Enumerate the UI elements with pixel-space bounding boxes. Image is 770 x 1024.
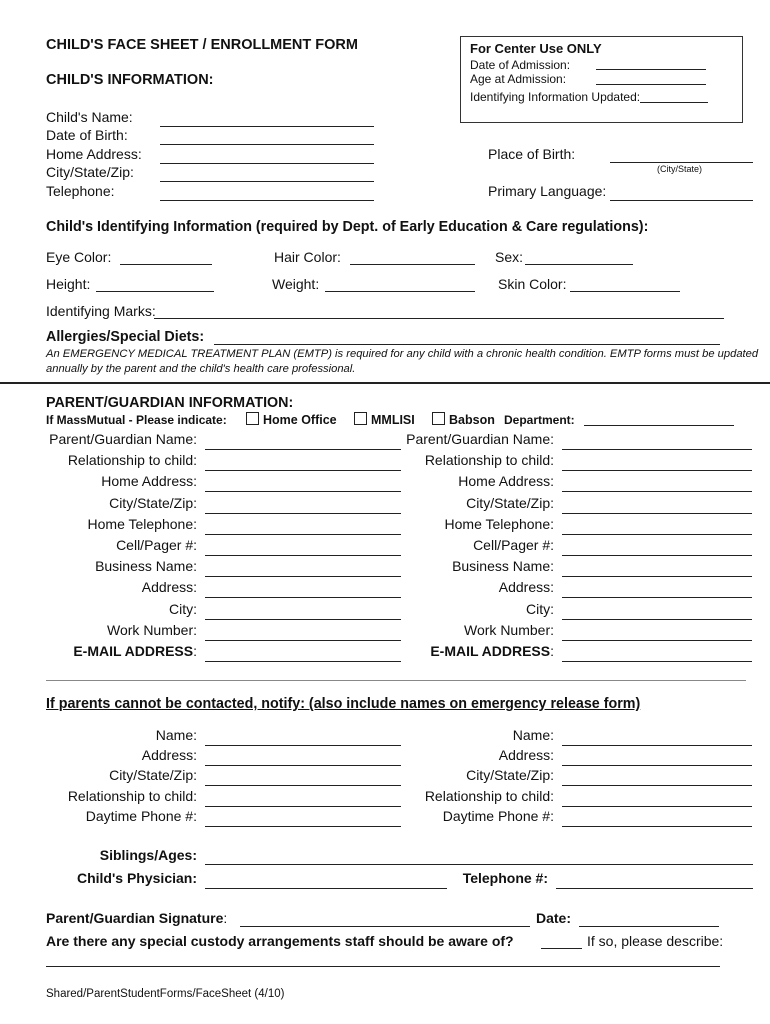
signature-field[interactable] bbox=[240, 926, 530, 927]
physician-label: Child's Physician: bbox=[76, 870, 197, 886]
signature-label: Parent/Guardian Signature: bbox=[46, 910, 228, 926]
section-child-info: CHILD'S INFORMATION: bbox=[46, 72, 214, 88]
parent-right-label-4: Home Telephone: bbox=[444, 515, 554, 532]
mmlisi-text: MMLISI bbox=[371, 413, 415, 427]
height-field[interactable] bbox=[96, 291, 214, 292]
email-label-right: E-MAIL ADDRESS: bbox=[430, 643, 554, 659]
emergency-right-label-0: Name: bbox=[512, 727, 554, 743]
identifying-marks-field[interactable] bbox=[154, 318, 724, 319]
identifying-marks-label: Identifying Marks: bbox=[46, 303, 156, 319]
eye-color-label: Eye Color: bbox=[46, 249, 112, 265]
emergency-right-label-2: City/State/Zip: bbox=[466, 767, 554, 784]
weight-field[interactable] bbox=[325, 291, 475, 292]
primary-language-label: Primary Language: bbox=[488, 183, 607, 199]
parent-left-label-4: Home Telephone: bbox=[87, 515, 197, 532]
allergies-field[interactable] bbox=[214, 344, 720, 345]
parent-left-field-2[interactable] bbox=[205, 491, 401, 492]
center-use-title: For Center Use ONLY bbox=[470, 41, 602, 56]
parent-right-label-5: Cell/Pager #: bbox=[473, 537, 554, 553]
parent-left-field-0[interactable] bbox=[205, 449, 401, 450]
parent-right-field-7[interactable] bbox=[562, 597, 752, 598]
emergency-left-label-4: Daytime Phone #: bbox=[85, 807, 197, 824]
option-babson[interactable] bbox=[432, 412, 495, 427]
parent-right-field-8[interactable] bbox=[562, 619, 752, 620]
parent-left-label-1: Relationship to child: bbox=[67, 452, 197, 469]
parent-right-label-0: Parent/Guardian Name: bbox=[406, 431, 554, 447]
city-state-zip-field[interactable] bbox=[160, 181, 374, 182]
emergency-right-label-3: Relationship to child: bbox=[424, 787, 554, 804]
parent-left-field-4[interactable] bbox=[205, 534, 401, 535]
email-field-right[interactable] bbox=[562, 661, 752, 662]
parent-right-label-2: Home Address: bbox=[458, 473, 554, 490]
parent-right-label-8: City: bbox=[526, 600, 554, 617]
height-label: Height: bbox=[46, 276, 91, 292]
telephone-label: Telephone: bbox=[46, 183, 115, 199]
physician-field[interactable] bbox=[205, 888, 447, 889]
info-updated-field[interactable] bbox=[640, 102, 708, 103]
parent-right-label-7: Address: bbox=[498, 579, 554, 596]
parent-right-label-3: City/State/Zip: bbox=[466, 494, 554, 511]
emergency-right-field-4[interactable] bbox=[562, 826, 752, 827]
hair-color-field[interactable] bbox=[350, 264, 475, 265]
parent-left-field-3[interactable] bbox=[205, 513, 401, 514]
parent-heading: PARENT/GUARDIAN INFORMATION: bbox=[46, 395, 294, 411]
siblings-label: Siblings/Ages: bbox=[99, 847, 197, 863]
footer-path: Shared/ParentStudentForms/FaceSheet (4/10) bbox=[46, 988, 285, 1000]
emergency-right-field-3[interactable] bbox=[562, 806, 752, 807]
emergency-right-label-1: Address: bbox=[498, 747, 554, 764]
parent-right-label-6: Business Name: bbox=[452, 558, 554, 575]
parent-left-field-5[interactable] bbox=[205, 555, 401, 556]
babson-checkbox[interactable] bbox=[432, 412, 445, 425]
email-label-left: E-MAIL ADDRESS: bbox=[73, 643, 197, 659]
parent-right-field-1[interactable] bbox=[562, 470, 752, 471]
date-of-admission-label: Date of Admission: bbox=[470, 58, 571, 72]
emtp-note-line1: An EMERGENCY MEDICAL TREATMENT PLAN (EMTP) is required for any child with a chronic health condition. EMTP forms must be updated bbox=[46, 348, 759, 360]
emergency-left-label-0: Name: bbox=[155, 727, 197, 743]
date-label: Date: bbox=[536, 910, 572, 926]
telephone-field[interactable] bbox=[160, 200, 374, 201]
parent-left-label-9: Work Number: bbox=[107, 621, 197, 638]
dob-label: Date of Birth: bbox=[46, 127, 128, 143]
weight-label: Weight: bbox=[272, 276, 320, 292]
department-label: Department: bbox=[504, 413, 575, 427]
parent-left-label-0: Parent/Guardian Name: bbox=[49, 431, 197, 447]
parent-left-field-9[interactable] bbox=[205, 640, 401, 641]
allergies-label: Allergies/Special Diets: bbox=[46, 329, 205, 345]
parent-right-label-9: Work Number: bbox=[464, 621, 554, 638]
sex-field[interactable] bbox=[525, 264, 633, 265]
dob-field[interactable] bbox=[160, 144, 374, 145]
skin-color-field[interactable] bbox=[570, 291, 680, 292]
info-updated-label: Identifying Information Updated: bbox=[470, 90, 641, 104]
emergency-right-label-4: Daytime Phone #: bbox=[442, 807, 554, 824]
option-mmlisi[interactable] bbox=[354, 412, 415, 427]
custody-answer-field[interactable] bbox=[541, 948, 582, 949]
parent-left-field-6[interactable] bbox=[205, 576, 401, 577]
identifying-heading: Child's Identifying Information (required by Dept. of Early Education & Care regulations): bbox=[46, 219, 649, 235]
parent-right-field-0[interactable] bbox=[562, 449, 752, 450]
custody-describe-field[interactable] bbox=[46, 966, 720, 967]
place-of-birth-field[interactable] bbox=[610, 162, 753, 163]
emergency-left-label-3: Relationship to child: bbox=[67, 787, 197, 804]
babson-text: Babson bbox=[449, 413, 495, 427]
place-of-birth-label: Place of Birth: bbox=[488, 146, 576, 162]
parent-left-label-5: Cell/Pager #: bbox=[116, 537, 197, 553]
sex-label: Sex: bbox=[495, 249, 524, 265]
emergency-left-field-3[interactable] bbox=[205, 806, 401, 807]
city-state-hint: (City/State) bbox=[657, 164, 703, 174]
age-at-admission-label: Age at Admission: bbox=[470, 72, 567, 86]
home-address-field[interactable] bbox=[160, 163, 374, 164]
parent-left-label-3: City/State/Zip: bbox=[109, 494, 197, 511]
parent-right-field-9[interactable] bbox=[562, 640, 752, 641]
emergency-heading: If parents cannot be contacted, notify: (also include names on emergency release form) bbox=[46, 696, 641, 712]
date-of-admission-field[interactable] bbox=[596, 69, 706, 70]
primary-language-field[interactable] bbox=[610, 200, 753, 201]
department-field[interactable] bbox=[584, 425, 734, 426]
parent-right-field-3[interactable] bbox=[562, 513, 752, 514]
age-at-admission-field[interactable] bbox=[596, 84, 706, 85]
form-title: CHILD'S FACE SHEET / ENROLLMENT FORM bbox=[46, 37, 358, 53]
emergency-left-label-2: City/State/Zip: bbox=[109, 767, 197, 784]
home-office-checkbox[interactable] bbox=[246, 412, 259, 425]
physician-telephone-field[interactable] bbox=[556, 888, 753, 889]
siblings-field[interactable] bbox=[205, 864, 753, 865]
hair-color-label: Hair Color: bbox=[274, 249, 341, 265]
parent-right-field-4[interactable] bbox=[562, 534, 752, 535]
physician-telephone-label: Telephone #: bbox=[462, 870, 548, 886]
emergency-left-field-0[interactable] bbox=[205, 745, 401, 746]
eye-color-field[interactable] bbox=[120, 264, 212, 265]
custody-describe-label: If so, please describe: bbox=[587, 933, 724, 949]
emergency-right-field-2[interactable] bbox=[562, 785, 752, 786]
skin-color-label: Skin Color: bbox=[498, 276, 567, 292]
parent-right-field-6[interactable] bbox=[562, 576, 752, 577]
parent-left-field-1[interactable] bbox=[205, 470, 401, 471]
emergency-left-field-1[interactable] bbox=[205, 765, 401, 766]
parent-right-label-1: Relationship to child: bbox=[424, 452, 554, 469]
emergency-left-field-4[interactable] bbox=[205, 826, 401, 827]
section-divider-thin bbox=[46, 680, 746, 681]
parent-left-label-7: Address: bbox=[141, 579, 197, 596]
parent-left-label-2: Home Address: bbox=[101, 473, 197, 490]
custody-question: Are there any special custody arrangements staff should be aware of? bbox=[46, 933, 514, 949]
emergency-right-field-0[interactable] bbox=[562, 745, 752, 746]
section-divider bbox=[0, 382, 770, 384]
massmutual-label: If MassMutual - Please indicate: bbox=[46, 413, 227, 427]
emergency-right-field-1[interactable] bbox=[562, 765, 752, 766]
email-field-left[interactable] bbox=[205, 661, 401, 662]
parent-left-label-6: Business Name: bbox=[95, 558, 197, 575]
emergency-left-field-2[interactable] bbox=[205, 785, 401, 786]
option-home-office[interactable] bbox=[246, 412, 337, 427]
parent-right-field-2[interactable] bbox=[562, 491, 752, 492]
home-address-label: Home Address: bbox=[46, 146, 142, 162]
emergency-left-label-1: Address: bbox=[141, 747, 197, 764]
home-office-text: Home Office bbox=[263, 413, 337, 427]
parent-left-field-7[interactable] bbox=[205, 597, 401, 598]
emtp-note-line2: annually by the parent and the child's health care professional. bbox=[46, 363, 356, 375]
city-state-zip-label: City/State/Zip: bbox=[46, 164, 134, 180]
child-name-label: Child's Name: bbox=[46, 109, 133, 125]
mmlisi-checkbox[interactable] bbox=[354, 412, 367, 425]
child-name-field[interactable] bbox=[160, 126, 374, 127]
parent-left-field-8[interactable] bbox=[205, 619, 401, 620]
parent-left-label-8: City: bbox=[169, 600, 197, 617]
parent-right-field-5[interactable] bbox=[562, 555, 752, 556]
date-field[interactable] bbox=[579, 926, 719, 927]
